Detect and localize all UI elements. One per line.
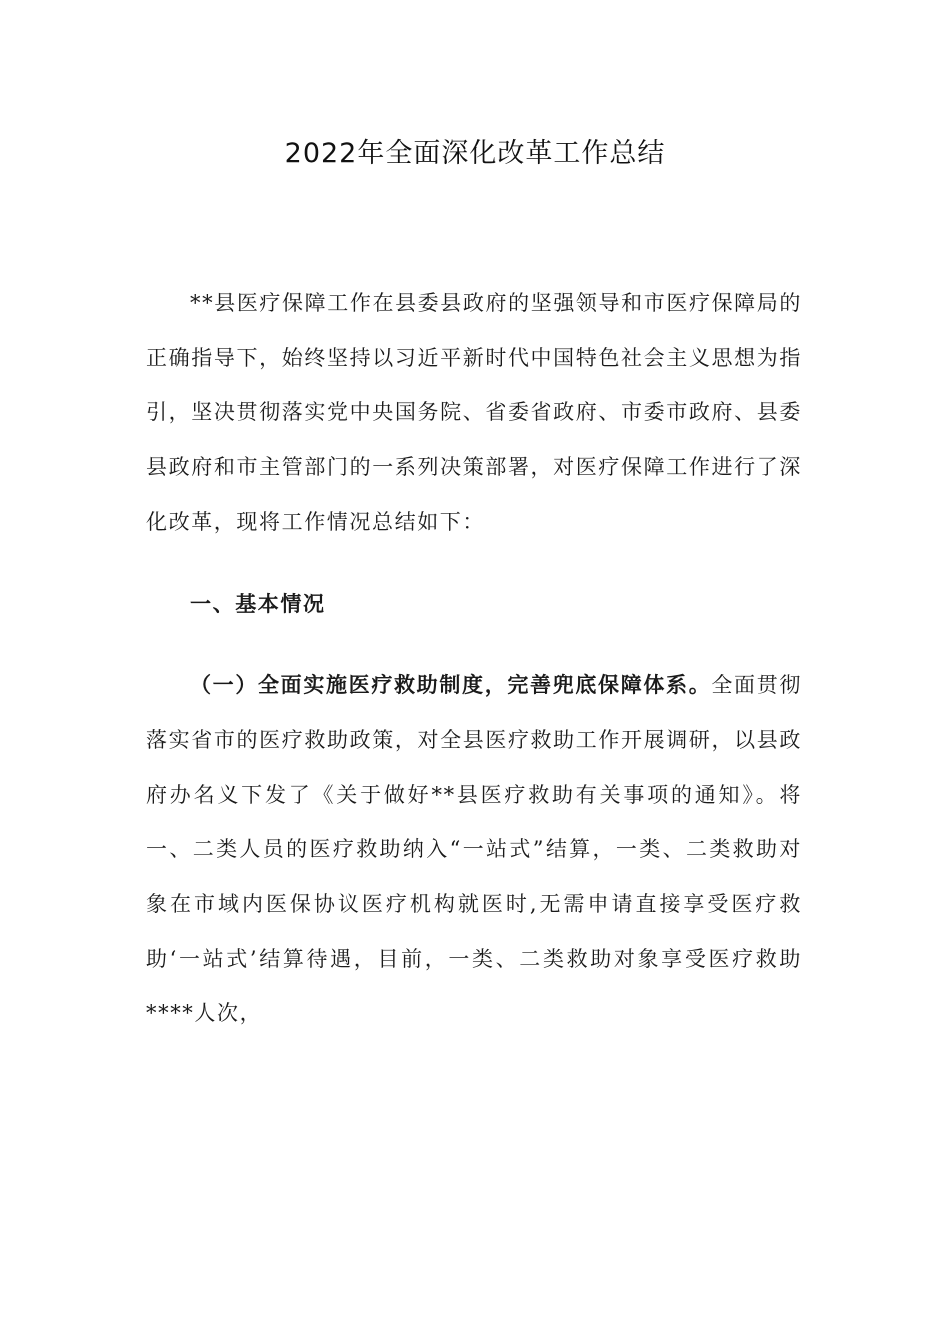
- section-heading: 一、基本情况: [190, 590, 326, 616]
- intro-paragraph: **县医疗保障工作在县委县政府的坚强领导和市医疗保障局的正确指导下，始终坚持以习近平新时代中国特色社会主义思想为指引，坚决贯彻落实党中央国务院、省委省政府、市委市政府、县委县政府和市主管部门的一系列决策部署，对医疗保障工作进行了深化改革，现将工作情况总结如下：: [146, 291, 802, 534]
- subsection-heading: （一）全面实施医疗救助制度，完善兜底保障体系。: [190, 672, 712, 698]
- subsection-body: 全面贯彻落实省市的医疗救助政策，对全县医疗救助工作开展调研，以县政府办名义下发了《关于做好**县医疗救助有关事项的通知》。将一、二类人员的医疗救助纳入“一站式”结算，一类、二类救助对象在市域内医保协议医疗机构就医时,无需申请直接享受医疗救助‘一站式’结算待遇，目前，一类、二类救助对象享受医疗救助****人次，: [146, 673, 802, 1026]
- document-body: [146, 276, 802, 1068]
- document-title: 2022年全面深化改革工作总结: [284, 138, 666, 169]
- subsection-paragraph: [146, 658, 802, 1041]
